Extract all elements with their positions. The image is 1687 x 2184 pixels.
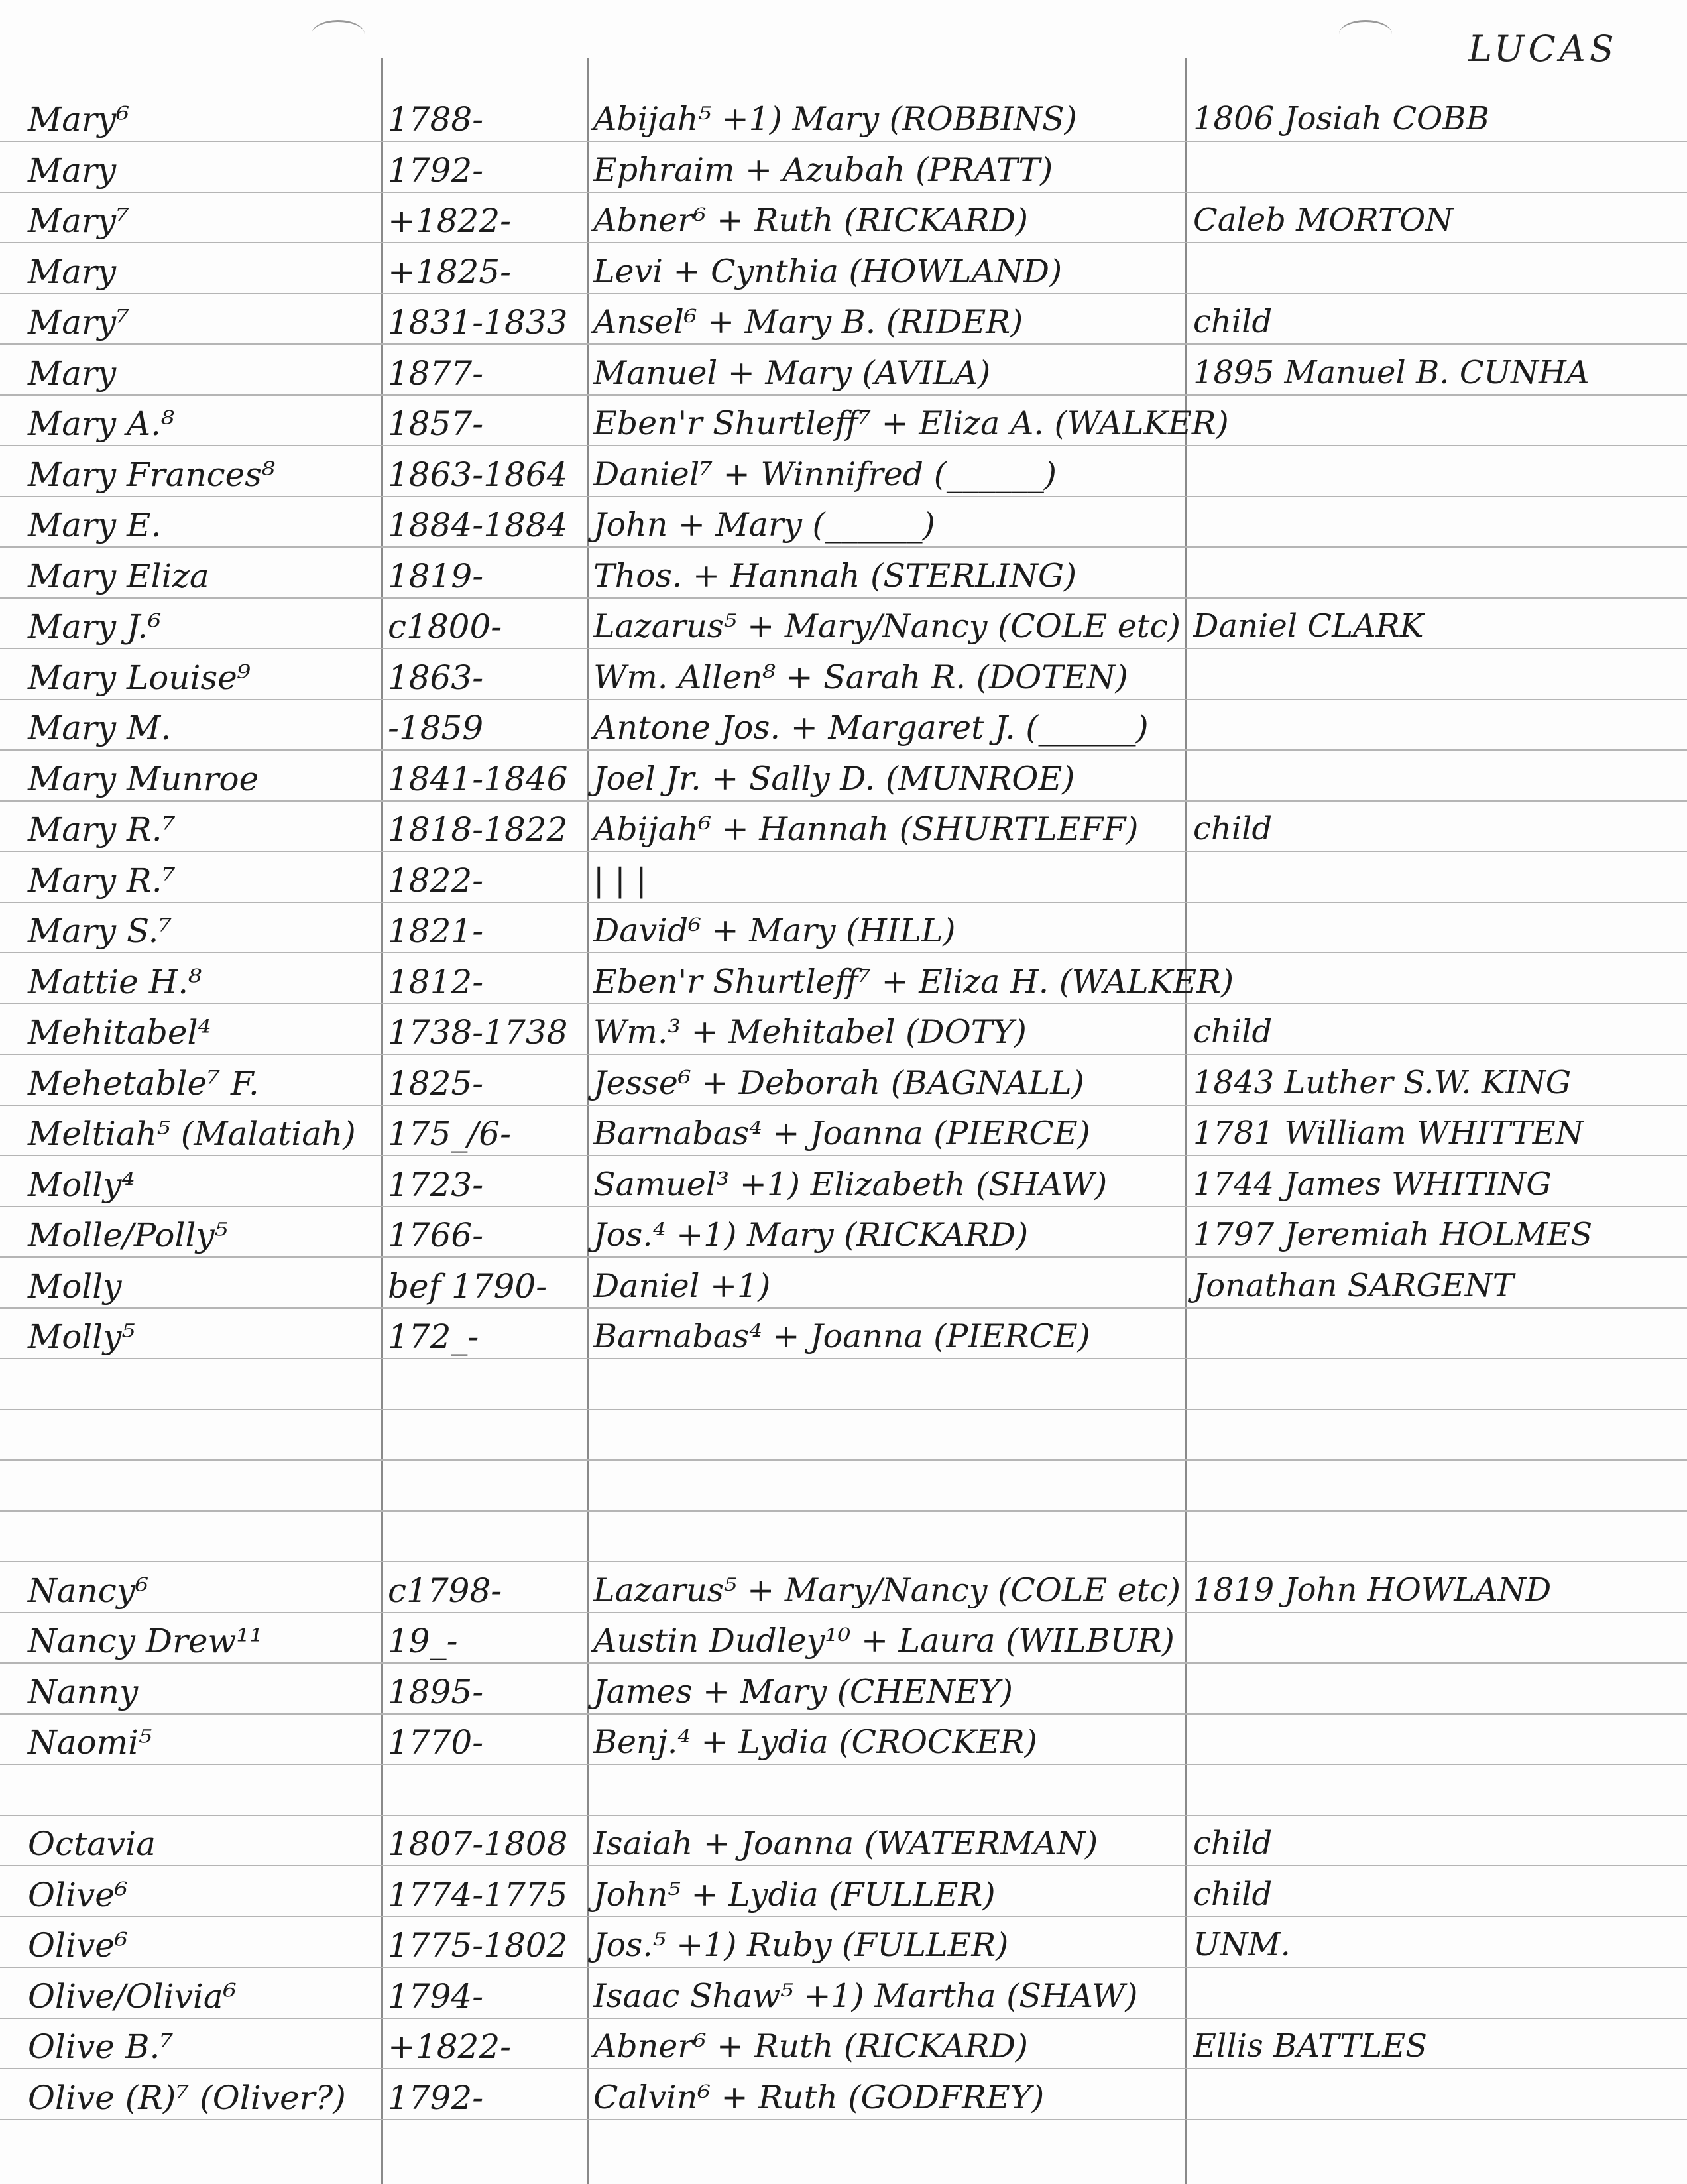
ruled-line <box>0 1409 1687 1410</box>
parents-text: Ephraim + Azubah (PRATT) <box>593 151 1053 189</box>
spouse-notes: 1797 Jeremiah HOLMES <box>1193 1216 1593 1253</box>
parents-text: Ansel⁶ + Mary B. (RIDER) <box>593 303 1023 341</box>
life-dates: 1774-1775 <box>388 1875 568 1914</box>
parents-text: Wm.³ + Mehitabel (DOTY) <box>593 1013 1027 1051</box>
ruled-line <box>0 902 1687 903</box>
life-dates: 1831-1833 <box>388 303 568 341</box>
person-name: Molly⁵ <box>28 1317 135 1356</box>
ruled-line <box>0 597 1687 599</box>
life-dates: 1766- <box>388 1216 484 1254</box>
parents-text: Jos.⁴ +1) Mary (RICKARD) <box>593 1216 1029 1254</box>
person-name: Olive/Olivia⁶ <box>28 1976 237 2016</box>
ruled-line <box>0 1865 1687 1866</box>
ruled-line <box>0 546 1687 548</box>
parents-text: Lazarus⁵ + Mary/Nancy (COLE etc) <box>593 607 1181 645</box>
life-dates: 172_- <box>388 1317 479 1356</box>
spouse-notes: 1806 Josiah COBB <box>1193 100 1489 137</box>
ruled-line <box>0 749 1687 751</box>
person-name: Naomi⁵ <box>28 1723 152 1762</box>
parents-text: Abijah⁶ + Hannah (SHURTLEFF) <box>593 810 1139 848</box>
spouse-notes: UNM. <box>1193 1926 1291 1963</box>
life-dates: 1819- <box>388 556 484 595</box>
parents-text: Isaiah + Joanna (WATERMAN) <box>593 1825 1098 1862</box>
ruled-line <box>0 1256 1687 1258</box>
spouse-notes: 1843 Luther S.W. KING <box>1193 1063 1572 1101</box>
ruled-line <box>0 394 1687 396</box>
person-name: Molly <box>28 1266 122 1305</box>
ruled-line <box>0 1307 1687 1309</box>
ruled-line <box>0 800 1687 802</box>
spouse-notes: Daniel CLARK <box>1193 607 1424 644</box>
spouse-notes: 1895 Manuel B. CUNHA <box>1193 353 1590 391</box>
person-name: Olive (R)⁷ (Oliver?) <box>28 2078 346 2117</box>
life-dates: 1792- <box>388 151 484 190</box>
parents-text: Samuel³ +1) Elizabeth (SHAW) <box>593 1165 1108 1203</box>
ruled-line <box>0 1713 1687 1715</box>
person-name: Mary J.⁶ <box>28 607 162 646</box>
parents-text: Abner⁶ + Ruth (RICKARD) <box>593 202 1029 239</box>
person-name: Mary E. <box>28 506 162 544</box>
life-dates: 1812- <box>388 962 484 1001</box>
parents-text: | | | <box>593 861 647 899</box>
person-name: Mary⁷ <box>28 303 130 341</box>
punch-hole-mark <box>312 20 365 48</box>
parents-text: Barnabas⁴ + Joanna (PIERCE) <box>593 1115 1090 1152</box>
life-dates: 1895- <box>388 1672 484 1711</box>
punch-hole-mark <box>1339 20 1392 48</box>
parents-text: John + Mary (______) <box>593 506 935 544</box>
life-dates: 1788- <box>388 100 484 139</box>
parents-text: Jos.⁵ +1) Ruby (FULLER) <box>593 1926 1009 1964</box>
parents-text: Calvin⁶ + Ruth (GODFREY) <box>593 2078 1045 2116</box>
parents-text: Abner⁶ + Ruth (RICKARD) <box>593 2028 1029 2065</box>
ruled-line <box>0 2068 1687 2069</box>
person-name: Mary Eliza <box>28 556 209 595</box>
person-name: Mary Frances⁸ <box>28 455 275 494</box>
parents-text: Austin Dudley¹⁰ + Laura (WILBUR) <box>593 1622 1175 1660</box>
person-name: Mary <box>28 151 117 190</box>
parents-text: Levi + Cynthia (HOWLAND) <box>593 252 1063 290</box>
person-name: Octavia <box>28 1825 156 1863</box>
parents-text: David⁶ + Mary (HILL) <box>593 912 956 949</box>
life-dates: 1818-1822 <box>388 810 568 849</box>
parents-text: Joel Jr. + Sally D. (MUNROE) <box>593 759 1075 798</box>
parents-text: Daniel⁷ + Winnifred (______) <box>593 455 1057 493</box>
life-dates: 175_/6- <box>388 1115 511 1153</box>
life-dates: 1863- <box>388 658 484 697</box>
ruled-line <box>0 1155 1687 1156</box>
parents-text: Eben'r Shurtleff⁷ + Eliza H. (WALKER) <box>593 962 1234 1001</box>
ruled-line <box>0 1510 1687 1512</box>
parents-text: Barnabas⁴ + Joanna (PIERCE) <box>593 1317 1090 1355</box>
person-name: Mary R.⁷ <box>28 810 176 849</box>
ruled-line <box>0 1612 1687 1613</box>
life-dates: bef 1790- <box>388 1266 548 1305</box>
spouse-notes: 1781 William WHITTEN <box>1193 1115 1584 1152</box>
life-dates: 1792- <box>388 2078 484 2117</box>
ruled-line <box>0 952 1687 953</box>
parents-text: Abijah⁵ +1) Mary (ROBBINS) <box>593 100 1077 138</box>
person-name: Mary M. <box>28 709 172 747</box>
ruled-line <box>0 1003 1687 1004</box>
parents-text: James + Mary (CHENEY) <box>593 1672 1013 1711</box>
person-name: Nanny <box>28 1672 139 1711</box>
spouse-notes: Jonathan SARGENT <box>1193 1266 1514 1304</box>
life-dates: +1825- <box>388 252 512 291</box>
parents-text: Thos. + Hannah (STERLING) <box>593 556 1077 595</box>
parents-text: Lazarus⁵ + Mary/Nancy (COLE etc) <box>593 1571 1181 1609</box>
ruled-line <box>0 1054 1687 1055</box>
life-dates: 1877- <box>388 353 484 393</box>
person-name: Olive B.⁷ <box>28 2028 174 2066</box>
person-name: Nancy⁶ <box>28 1571 149 1610</box>
ruled-line <box>0 1459 1687 1461</box>
person-name: Mary R.⁷ <box>28 861 176 900</box>
ruled-line <box>0 293 1687 294</box>
ruled-line <box>0 851 1687 852</box>
parents-text: Wm. Allen⁸ + Sarah R. (DOTEN) <box>593 658 1128 696</box>
life-dates: c1798- <box>388 1571 502 1610</box>
spouse-notes: child <box>1193 1013 1273 1050</box>
life-dates: 1825- <box>388 1063 484 1103</box>
ruled-line <box>0 1105 1687 1106</box>
life-dates: +1822- <box>388 2028 512 2066</box>
life-dates: 1775-1802 <box>388 1926 568 1965</box>
spouse-notes: Ellis BATTLES <box>1193 2028 1428 2065</box>
life-dates: 1841-1846 <box>388 759 568 798</box>
person-name: Mary A.⁸ <box>28 404 175 443</box>
person-name: Molly⁴ <box>28 1165 135 1204</box>
ruled-line <box>0 496 1687 497</box>
ruled-line <box>0 141 1687 142</box>
person-name: Mary Munroe <box>28 759 259 798</box>
ruled-line <box>0 192 1687 193</box>
ruled-line <box>0 1206 1687 1207</box>
ruled-line <box>0 648 1687 649</box>
person-name: Molle/Polly⁵ <box>28 1216 228 1254</box>
person-name: Olive⁶ <box>28 1926 128 1965</box>
ruled-line <box>0 1916 1687 1917</box>
parents-text: John⁵ + Lydia (FULLER) <box>593 1875 996 1913</box>
parents-text: Benj.⁴ + Lydia (CROCKER) <box>593 1723 1037 1761</box>
life-dates: 1821- <box>388 912 484 950</box>
ruled-line <box>0 1662 1687 1664</box>
life-dates: +1822- <box>388 202 512 240</box>
ruled-line <box>0 1764 1687 1765</box>
spouse-notes: child <box>1193 1825 1273 1862</box>
person-name: Mary⁶ <box>28 100 130 139</box>
person-name: Mary Louise⁹ <box>28 658 251 697</box>
ruled-line <box>0 1561 1687 1562</box>
ruled-line <box>0 2119 1687 2120</box>
person-name: Mehetable⁷ F. <box>28 1063 259 1103</box>
parents-text: Manuel + Mary (AVILA) <box>593 353 991 392</box>
spouse-notes: child <box>1193 1875 1273 1913</box>
surname-heading: LUCAS <box>1468 28 1618 70</box>
life-dates: 1822- <box>388 861 484 900</box>
parents-text: Antone Jos. + Margaret J. (______) <box>593 709 1149 747</box>
spouse-notes: child <box>1193 810 1273 847</box>
ruled-line <box>0 1967 1687 1968</box>
ruled-line <box>0 1358 1687 1359</box>
person-name: Mattie H.⁸ <box>28 962 202 1001</box>
ruled-line <box>0 445 1687 446</box>
life-dates: 1884-1884 <box>388 506 568 544</box>
spouse-notes: Caleb MORTON <box>1193 202 1454 239</box>
ruled-line <box>0 242 1687 243</box>
life-dates: 19_- <box>388 1622 458 1660</box>
person-name: Olive⁶ <box>28 1875 128 1914</box>
ruled-line <box>0 2018 1687 2019</box>
parents-text: Jesse⁶ + Deborah (BAGNALL) <box>593 1063 1084 1102</box>
life-dates: 1807-1808 <box>388 1825 568 1863</box>
parents-text: Isaac Shaw⁵ +1) Martha (SHAW) <box>593 1976 1138 2015</box>
life-dates: 1723- <box>388 1165 484 1204</box>
person-name: Mary <box>28 353 117 393</box>
life-dates: c1800- <box>388 607 502 646</box>
life-dates: 1770- <box>388 1723 484 1762</box>
spouse-notes: child <box>1193 303 1273 340</box>
ruled-line <box>0 1815 1687 1816</box>
life-dates: 1857- <box>388 404 484 443</box>
person-name: Mary <box>28 252 117 291</box>
spouse-notes: 1744 James WHITING <box>1193 1165 1552 1203</box>
spouse-notes: 1819 John HOWLAND <box>1193 1571 1552 1608</box>
parents-text: Daniel +1) <box>593 1266 771 1305</box>
person-name: Nancy Drew¹¹ <box>28 1622 263 1660</box>
ruled-line <box>0 699 1687 700</box>
life-dates: 1738-1738 <box>388 1013 568 1052</box>
ruled-line <box>0 343 1687 345</box>
parents-text: Eben'r Shurtleff⁷ + Eliza A. (WALKER) <box>593 404 1229 442</box>
life-dates: 1863-1864 <box>388 455 568 494</box>
life-dates: 1794- <box>388 1976 484 2016</box>
person-name: Meltiah⁵ (Malatiah) <box>28 1115 356 1153</box>
person-name: Mehitabel⁴ <box>28 1013 211 1052</box>
person-name: Mary S.⁷ <box>28 912 172 950</box>
person-name: Mary⁷ <box>28 202 130 240</box>
life-dates: -1859 <box>388 709 484 747</box>
